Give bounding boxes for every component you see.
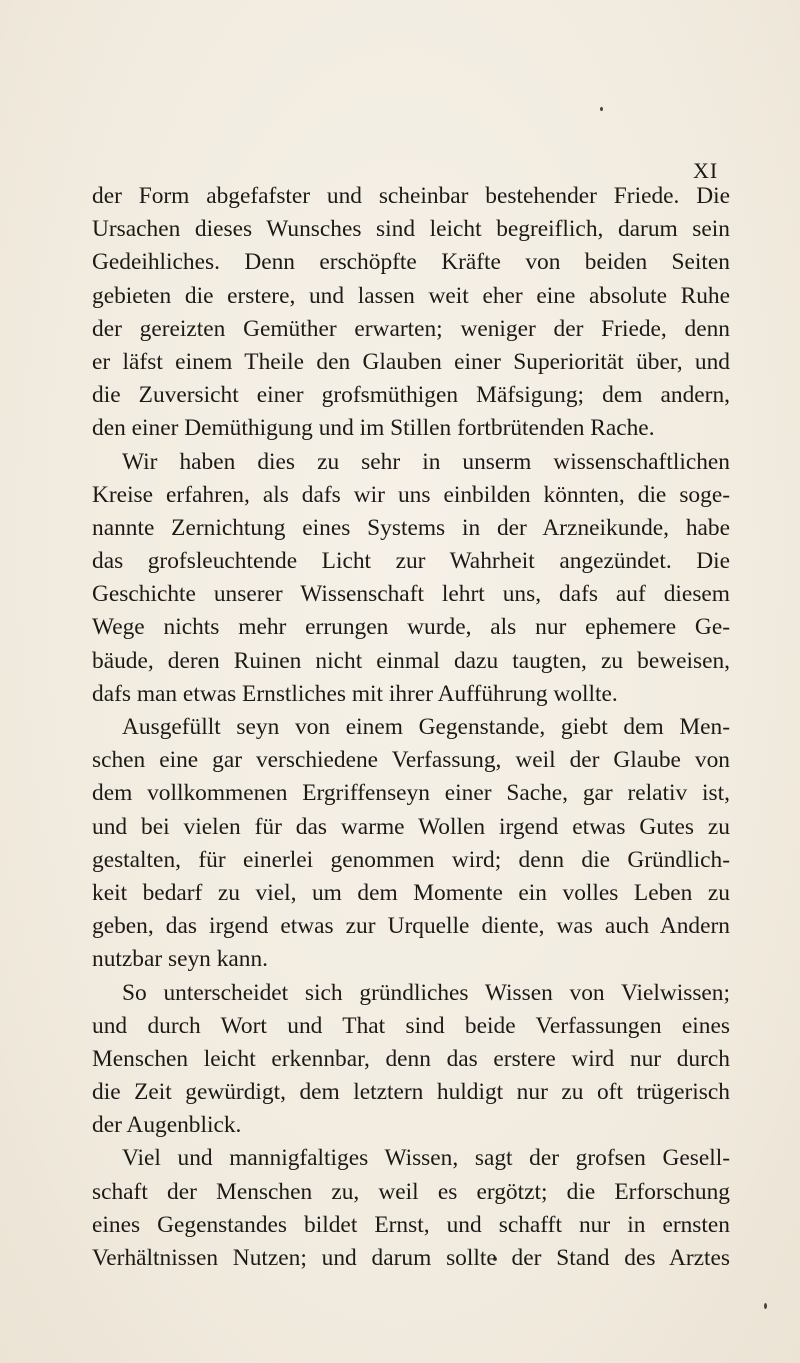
text-line: Menschen leicht erkennbar, denn das erstere wird nur durch [92, 1045, 730, 1072]
text-line: der gereizten Gemüther erwarten; weniger der Friede, denn [92, 315, 730, 342]
text-line: Viel und mannigfaltiges Wissen, sagt der grofsen Gesell- [122, 1145, 730, 1172]
text-line: der Form abgefafster und scheinbar bestehender Friede. Die [92, 183, 730, 209]
text-line: Ursachen dieses Wunsches sind leicht begreiflich, darum sein [92, 216, 730, 243]
text-line: Ausgefüllt seyn von einem Gegenstande, giebt dem Men- [122, 714, 730, 740]
text-line: keit bedarf zu viel, um dem Momente ein volles Leben zu [92, 879, 730, 906]
text-line: Kreise erfahren, als dafs wir uns einbilden könnten, die soge- [92, 481, 730, 508]
text-line: Geschichte unserer Wissenschaft lehrt uns, dafs auf diesem [92, 581, 730, 608]
text-line: Wir haben dies zu sehr in unserm wissenschaftlichen [122, 448, 730, 475]
ink-speck [764, 1303, 767, 1309]
text-line: gebieten die erstere, und lassen weit eher eine absolute Ruhe [92, 282, 730, 309]
text-line: nutzbar seyn kann. [92, 946, 269, 973]
text-line: die Zuversicht einer grofsmüthigen Mäfsigung; dem andern, [92, 382, 730, 409]
text-line: Gedeihliches. Denn erschöpfte Kräfte von beiden Seiten [92, 249, 730, 276]
text-line: bäude, deren Ruinen nicht einmal dazu taugten, zu beweisen, [92, 647, 730, 674]
text-line: dem vollkommenen Ergriffenseyn einer Sache, gar relativ ist, [92, 780, 730, 807]
text-line: schaft der Menschen zu, weil es ergötzt; die Erforschung [92, 1178, 730, 1205]
text-line: den einer Demüthigung und im Stillen fortbrütenden Rache. [92, 415, 655, 442]
page-number: XI [693, 158, 719, 183]
text-line: schen eine gar verschiedene Verfassung, weil der Glaube von [92, 747, 730, 774]
text-line: und bei vielen für das warme Wollen irgend etwas Gutes zu [92, 813, 730, 840]
text-line: geben, das irgend etwas zur Urquelle diente, was auch Andern [92, 913, 730, 940]
body-text [92, 180, 730, 1275]
text-line: dafs man etwas Ernstliches mit ihrer Aufführung wollte. [92, 680, 618, 707]
text-line: er läfst einem Theile den Glauben einer Superiorität über, und [92, 348, 730, 375]
text-line: das grofsleuchtende Licht zur Wahrheit angezündet. Die [92, 548, 730, 575]
text-line: So unterscheidet sich gründliches Wissen von Vielwissen; [122, 979, 730, 1006]
text-line: eines Gegenstandes bildet Ernst, und schafft nur in ernsten [92, 1211, 730, 1238]
text-line: der Augenblick. [92, 1112, 242, 1139]
text-line: Verhältnissen Nutzen; und darum sollte der Stand des Arztes [92, 1245, 730, 1271]
text-line: die Zeit gewürdigt, dem letztern huldigt nur zu oft trügerisch [92, 1079, 730, 1106]
text-line: Wege nichts mehr errungen wurde, als nur ephemere Ge- [92, 614, 730, 641]
text-line: nannte Zernichtung eines Systems in der Arzneikunde, habe [92, 514, 730, 541]
text-line: gestalten, für einerlei genommen wird; denn die Gründlich- [92, 846, 730, 873]
text-line: und durch Wort und That sind beide Verfassungen eines [92, 1012, 730, 1039]
ink-speck [600, 107, 603, 111]
